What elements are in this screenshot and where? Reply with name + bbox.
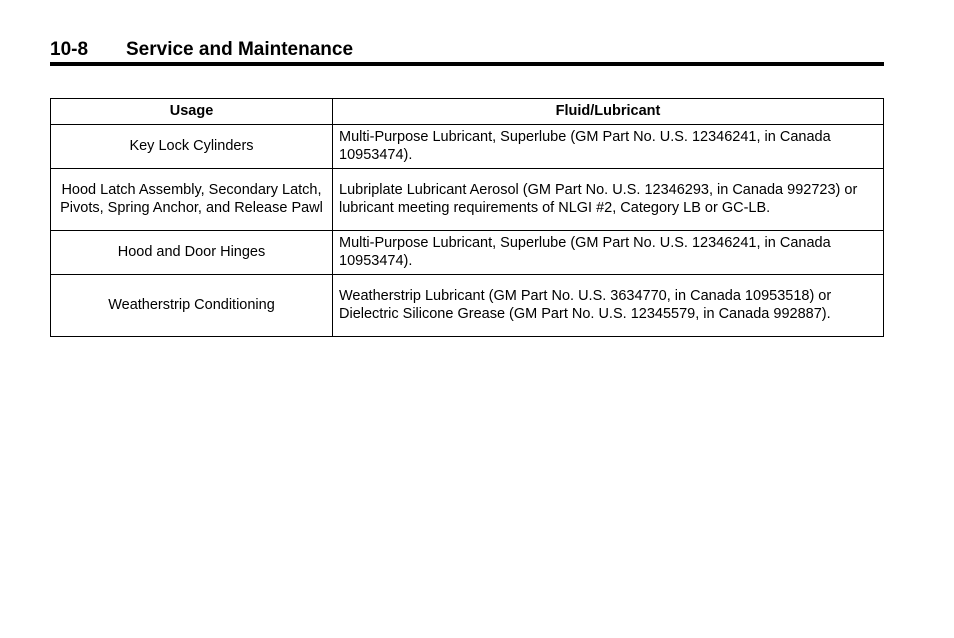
usage-text: Weatherstrip Conditioning (108, 296, 275, 313)
fluid-text: Multi-Purpose Lubricant, Superlube (GM Part No. U.S. 12346241, in Canada 10953474). (339, 129, 831, 163)
lubricant-table (50, 98, 884, 337)
column-header-usage: Usage (51, 99, 333, 125)
table-row (51, 169, 884, 231)
table-row (51, 275, 884, 337)
usage-cell (51, 125, 333, 169)
page-header (50, 38, 884, 66)
page-number: 10-8 (50, 39, 89, 60)
section-title: Service and Maintenance (126, 39, 354, 60)
usage-text: Hood and Door Hinges (117, 243, 266, 260)
fluid-cell (333, 275, 884, 337)
fluid-text: Weatherstrip Lubricant (GM Part No. U.S. 3634770, in Canada 10953518) or Dielectric Silicone Grease (GM Part No. U.S. 12345579, in Canada 992887). (339, 288, 832, 322)
usage-cell (51, 169, 333, 231)
table-header-row (51, 99, 884, 125)
usage-text: Key Lock Cylinders (129, 137, 254, 154)
fluid-text: Multi-Purpose Lubricant, Superlube (GM Part No. U.S. 12346241, in Canada 10953474). (339, 235, 831, 269)
column-header-fluid-lubricant: Fluid/Lubricant (333, 99, 884, 125)
fluid-text: Lubriplate Lubricant Aerosol (GM Part No. U.S. 12346293, in Canada 992723) or lubricant meeting requirements of NLGI #2, Category LB or GC-LB. (339, 182, 858, 216)
table-row (51, 125, 884, 169)
usage-text: Hood Latch Assembly, Secondary Latch, Pivots, Spring Anchor, and Release Pawl (60, 182, 323, 216)
fluid-cell (333, 231, 884, 275)
fluid-cell (333, 169, 884, 231)
usage-cell (51, 231, 333, 275)
table-row (51, 231, 884, 275)
usage-cell (51, 275, 333, 337)
fluid-cell (333, 125, 884, 169)
